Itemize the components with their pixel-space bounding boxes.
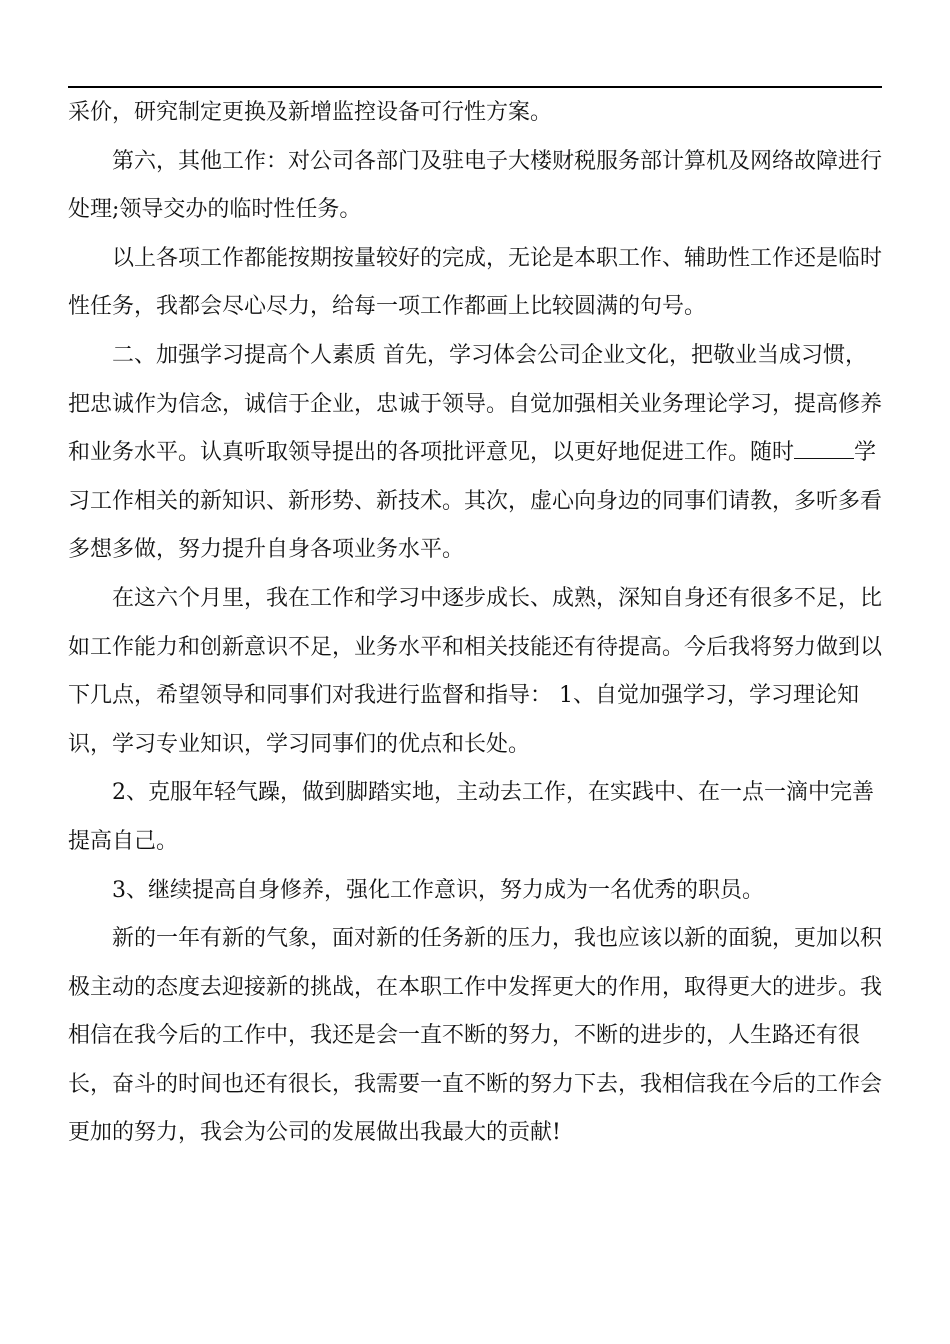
paragraph-continuation: 采价，研究制定更换及新增监控设备可行性方案。 xyxy=(68,100,553,125)
document-body xyxy=(68,89,888,1158)
paragraph-six-months: 在这六个月里，我在工作和学习中逐步成长、成熟，深知自身还有很多不足，比如工作能力和创新意识不足，业务水平和相关技能还有待提高。今后我将努力做到以下几点，希望领导和同事们对我进行监督和指导： 1、自觉加强学习，学习理论知识，学习专业知识，学习同事们的优点和长处。 xyxy=(68,585,883,757)
paragraph-study-text-continued: 学习工作相关的新知识、新形势、新技术。其次，虚心向身边的同事们请教，多听多看多想多做，努力提升自身各项业务水平。 xyxy=(68,440,883,563)
paragraph-study-improvement xyxy=(68,332,888,575)
paragraph-completion-summary: 以上各项工作都能按期按量较好的完成，无论是本职工作、辅助性工作还是临时性任务，我都会尽心尽力，给每一项工作都画上比较圆满的句号。 xyxy=(68,245,883,320)
paragraph-new-year: 新的一年有新的气象，面对新的任务新的压力，我也应该以新的面貌，更加以积极主动的态度去迎接新的挑战，在本职工作中发挥更大的作用，取得更大的进步。我相信在我今后的工作中，我还是会一直不断的努力，不断的进步的，人生路还有很长，奋斗的时间也还有很长，我需要一直不断的努力下去，我相信我在今后的工作会更加的努力，我会为公司的发展做出我最大的贡献! xyxy=(68,926,883,1146)
paragraph-point-3: 3、继续提高自身修养，强化工作意识，努力成为一名优秀的职员。 xyxy=(112,877,764,903)
blank-underline xyxy=(794,442,854,459)
header-rule xyxy=(68,86,882,88)
paragraph-study-text: 二、加强学习提高个人素质 首先，学习体会公司企业文化，把敬业当成习惯，把忠诚作为信念，诚信于企业，忠诚于领导。自觉加强相关业务理论学习，提高修养和业务水平。认真听取领导提出的各项批评意见，以更好地促进工作。随时 xyxy=(68,342,883,466)
paragraph-other-work: 第六，其他工作：对公司各部门及驻电子大楼财税服务部计算机及网络故障进行处理;领导交办的临时性任务。 xyxy=(68,148,883,223)
paragraph-point-2: 2、克服年轻气躁，做到脚踏实地，主动去工作，在实践中、在一点一滴中完善提高自己。 xyxy=(68,780,874,854)
